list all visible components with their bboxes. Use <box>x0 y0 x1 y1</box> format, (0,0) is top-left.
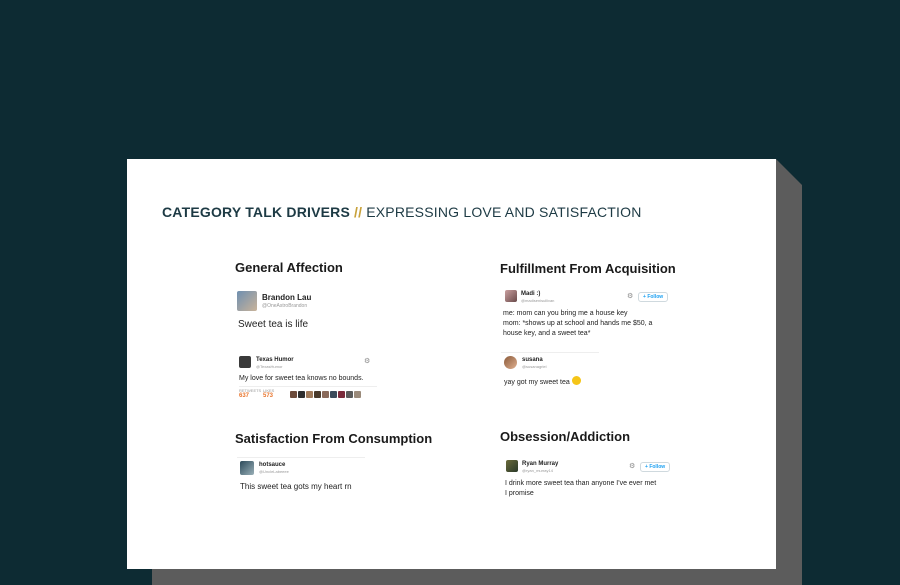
follow-label: Follow <box>647 294 664 300</box>
page-title-main: CATEGORY TALK DRIVERS <box>162 204 351 220</box>
avatar <box>240 461 254 475</box>
tweet-text: My love for sweet tea knows no bounds. <box>239 375 364 382</box>
tweet-text: This sweet tea gots my heart rn <box>240 482 352 491</box>
tweet-username: Texas Humor <box>256 357 294 363</box>
page-title-separator: // <box>354 204 363 220</box>
tweet-handle: @UncleLabeeee <box>259 469 289 474</box>
follow-label: Follow <box>649 464 666 470</box>
liker-avatar <box>330 391 337 398</box>
retweets-count: 637 <box>239 393 250 399</box>
tweet-username: Madi :) <box>521 291 541 297</box>
tweet-text <box>504 376 581 386</box>
likes-label: LIKES <box>263 388 275 393</box>
avatar <box>504 356 517 369</box>
gear-icon[interactable]: ⚙ <box>627 293 634 300</box>
liker-avatar <box>314 391 321 398</box>
section-heading-fulfillment-from-acquisition: Fulfillment From Acquisition <box>500 261 676 276</box>
liker-avatar <box>290 391 297 398</box>
likes-count: 573 <box>263 393 274 399</box>
hugging-face-emoji-icon <box>572 376 581 385</box>
page-title-sub: EXPRESSING LOVE AND SATISFACTION <box>366 204 642 220</box>
tweet-text-line: I drink more sweet tea than anyone I've ever met <box>505 480 657 487</box>
tweet-username: Ryan Murray <box>522 461 559 467</box>
liker-avatar <box>306 391 313 398</box>
divider <box>237 457 365 458</box>
tweet-hotsauce <box>237 457 367 497</box>
tweet-username: hotsauce <box>259 462 286 468</box>
tweet-username: susana <box>522 357 543 363</box>
tweet-text-line: mom: *shows up at school and hands me $50, a <box>503 320 653 327</box>
tweet-username: Brandon Lau <box>262 293 312 302</box>
liker-avatar <box>338 391 345 398</box>
section-heading-obsession-addiction: Obsession/Addiction <box>500 429 631 444</box>
liker-avatar <box>346 391 353 398</box>
document-shadow-corner <box>776 159 802 185</box>
gear-icon[interactable]: ⚙ <box>364 358 371 365</box>
tweet-handle: @TexasHumor <box>256 364 283 369</box>
tweet-text-content: yay got my sweet tea <box>504 379 570 386</box>
avatar <box>239 356 251 368</box>
follow-button[interactable] <box>638 292 668 302</box>
liker-avatar <box>354 391 361 398</box>
page-title <box>162 204 642 220</box>
section-heading-general-affection: General Affection <box>235 260 343 275</box>
tweet-handle: @ryan_murray14 <box>522 468 553 473</box>
tweet-handle: @OneAstroBrandon <box>262 303 308 309</box>
retweets-label: RETWEETS <box>239 388 262 393</box>
avatar <box>506 460 518 472</box>
avatar <box>505 290 517 302</box>
liker-avatar <box>298 391 305 398</box>
user-plus-icon: + <box>643 294 646 300</box>
liker-avatar <box>322 391 329 398</box>
tweet-handle: @madisenisullivan <box>521 298 555 303</box>
tweet-brandon <box>235 289 337 337</box>
tweet-texas-humor <box>237 355 379 403</box>
tweet-text-line: house key, and a sweet tea* <box>503 330 591 337</box>
section-heading-satisfaction-from-consumption: Satisfaction From Consumption <box>235 431 433 446</box>
document-page <box>127 159 776 569</box>
avatar <box>237 291 257 311</box>
tweet-text-line: me: mom can you bring me a house key <box>503 310 628 317</box>
tweet-madi <box>501 289 669 345</box>
user-plus-icon: + <box>645 464 648 470</box>
divider <box>501 352 599 353</box>
tweet-text-line: I promise <box>505 490 534 497</box>
tweet-ryan-murray <box>503 459 671 503</box>
tweet-text: Sweet tea is life <box>238 319 309 330</box>
divider <box>239 386 377 387</box>
gear-icon[interactable]: ⚙ <box>629 463 636 470</box>
tweet-handle: @susanagriel <box>522 364 547 369</box>
tweet-susana <box>501 352 601 388</box>
follow-button[interactable] <box>640 462 670 472</box>
